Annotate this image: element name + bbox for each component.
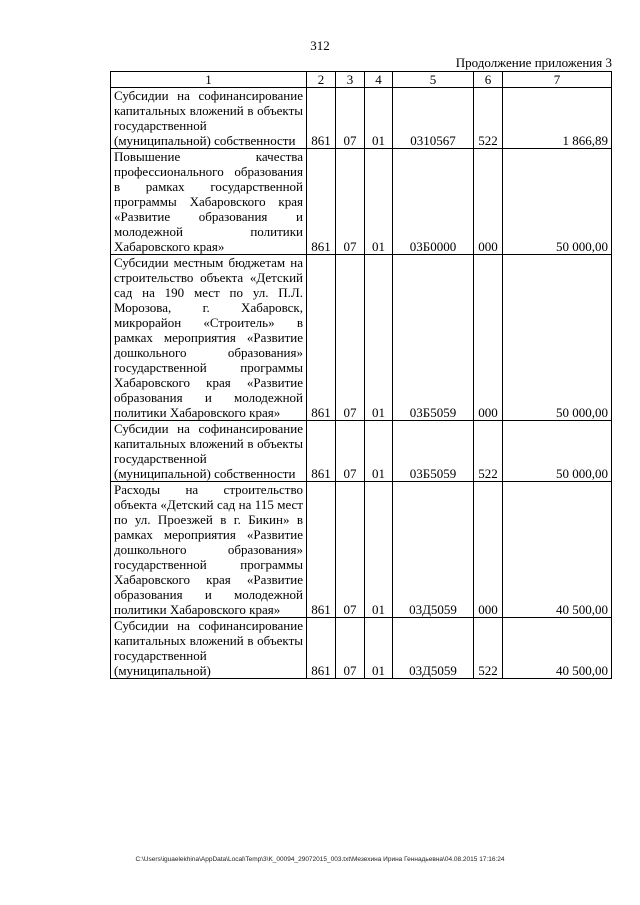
cell-subsection: 01 [365, 88, 393, 149]
table-row [111, 482, 612, 618]
header-cell: 2 [307, 72, 336, 88]
row-name: Субсидии на софинансирование капитальных вложений в объекты государственной (муниципальной) собственности [111, 421, 307, 482]
table-row [111, 421, 612, 482]
cell-ministry: 861 [307, 618, 336, 679]
header-cell: 1 [111, 72, 307, 88]
header-cell: 4 [365, 72, 393, 88]
row-name: Субсидии на софинансирование капитальных вложений в объекты государственной (муниципальной) собственности [111, 88, 307, 149]
table-row [111, 255, 612, 421]
cell-target-article: 0310567 [393, 88, 474, 149]
cell-expense-type: 000 [474, 255, 503, 421]
cell-expense-type: 522 [474, 618, 503, 679]
cell-ministry: 861 [307, 255, 336, 421]
cell-target-article: 03Б0000 [393, 149, 474, 255]
page-number: 312 [310, 38, 330, 53]
row-name: Субсидии местным бюджетам на строительство объекта «Детский сад на 190 мест по ул. П.Л. Морозова, г. Хабаровск, микрорайон «Строитель» в рамках мероприятия «Развитие дошкольного образования» государственной программы Хабаровского края «Развитие образования и молодежной политики Хабаровского края» [111, 255, 307, 421]
cell-target-article: 03Д5059 [393, 618, 474, 679]
cell-subsection: 01 [365, 618, 393, 679]
cell-section: 07 [336, 88, 365, 149]
cell-section: 07 [336, 149, 365, 255]
cell-target-article: 03Б5059 [393, 421, 474, 482]
cell-section: 07 [336, 482, 365, 618]
cell-subsection: 01 [365, 421, 393, 482]
cell-amount: 50 000,00 [503, 149, 612, 255]
continuation-label: Продолжение приложения 3 [455, 55, 612, 70]
cell-ministry: 861 [307, 421, 336, 482]
row-name: Расходы на строительство объекта «Детский сад на 115 мест по ул. Проезжей в г. Бикин» в рамках мероприятия «Развитие дошкольного образования» государственной программы Хабаровского края «Развитие образования и молодежной политики Хабаровского края» [111, 482, 307, 618]
cell-amount: 50 000,00 [503, 421, 612, 482]
table-row [111, 618, 612, 679]
cell-expense-type: 522 [474, 88, 503, 149]
cell-ministry: 861 [307, 149, 336, 255]
table-row [111, 88, 612, 149]
cell-subsection: 01 [365, 255, 393, 421]
budget-table [110, 71, 612, 679]
row-name: Субсидии на софинансирование капитальных вложений в объекты государственной (муниципальной) [111, 618, 307, 679]
cell-amount: 50 000,00 [503, 255, 612, 421]
file-path-footer: C:\Users\iguaelekhina\AppData\Local\Temp\3\K_00094_29072015_003.txt\Мезехина Ирина Геннадьевна\04.08.2015 17:16:24 [135, 856, 505, 863]
cell-target-article: 03Б5059 [393, 255, 474, 421]
cell-ministry: 861 [307, 88, 336, 149]
cell-expense-type: 000 [474, 482, 503, 618]
header-cell: 5 [393, 72, 474, 88]
cell-section: 07 [336, 618, 365, 679]
cell-expense-type: 000 [474, 149, 503, 255]
row-name: Повышение качества профессионального образования в рамках государственной программы Хабаровского края «Развитие образования и молодежной политики Хабаровского края» [111, 149, 307, 255]
cell-amount: 1 866,89 [503, 88, 612, 149]
header-cell: 3 [336, 72, 365, 88]
cell-expense-type: 522 [474, 421, 503, 482]
cell-subsection: 01 [365, 149, 393, 255]
cell-ministry: 861 [307, 482, 336, 618]
cell-amount: 40 500,00 [503, 482, 612, 618]
cell-section: 07 [336, 255, 365, 421]
header-cell: 6 [474, 72, 503, 88]
cell-section: 07 [336, 421, 365, 482]
cell-subsection: 01 [365, 482, 393, 618]
header-cell: 7 [503, 72, 612, 88]
cell-target-article: 03Д5059 [393, 482, 474, 618]
table-row [111, 149, 612, 255]
header-row [111, 72, 612, 88]
cell-amount: 40 500,00 [503, 618, 612, 679]
